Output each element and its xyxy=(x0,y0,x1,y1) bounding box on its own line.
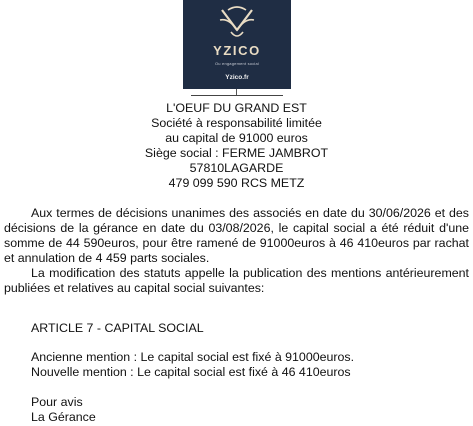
logo-brand-name: YZICO xyxy=(213,43,261,58)
company-header xyxy=(0,101,473,191)
legal-form: Société à responsabilité limitée xyxy=(151,116,322,130)
signoff-block xyxy=(31,395,461,425)
logo-url: Yzico.fr xyxy=(225,74,249,81)
postcode-city: 57810LAGARDE xyxy=(189,161,284,175)
logo-tagline: Ou engagement social xyxy=(214,61,260,66)
share-capital: au capital de 91000 euros xyxy=(165,131,308,145)
mentions-block xyxy=(31,350,461,380)
registered-office: Siège social : FERME JAMBROT xyxy=(144,146,329,160)
amendment-paragraph: La modification des statuts appelle la publication des mentions antérieurement publiées et relatives au capital social suivantes: xyxy=(4,266,469,295)
rcs-number: 479 099 590 RCS METZ xyxy=(168,176,305,190)
old-mention: Ancienne mention : Le capital social est fixé à 91000euros. xyxy=(31,350,355,364)
decision-paragraph: Aux termes de décisions unanimes des associés en date du 30/06/2026 et des décisions de la gérance en date du 03/08/2026, le capital social a été réduit d'une somme de 44 590euros, pour être ramené de 91000euros à 46 410euros par rachat et annulation de 4 459 parts sociales. xyxy=(4,206,469,265)
article-title: ARTICLE 7 - CAPITAL SOCIAL xyxy=(31,321,204,335)
logo-emblem-icon xyxy=(217,6,257,42)
logo-rule-divider xyxy=(191,95,283,96)
for-notice: Pour avis xyxy=(31,395,83,409)
signature: La Gérance xyxy=(31,410,96,424)
company-name: L'OEUF DU GRAND EST xyxy=(166,101,307,115)
new-mention: Nouvelle mention : Le capital social est fixé à 46 410euros xyxy=(31,365,351,379)
company-logo xyxy=(183,0,291,89)
